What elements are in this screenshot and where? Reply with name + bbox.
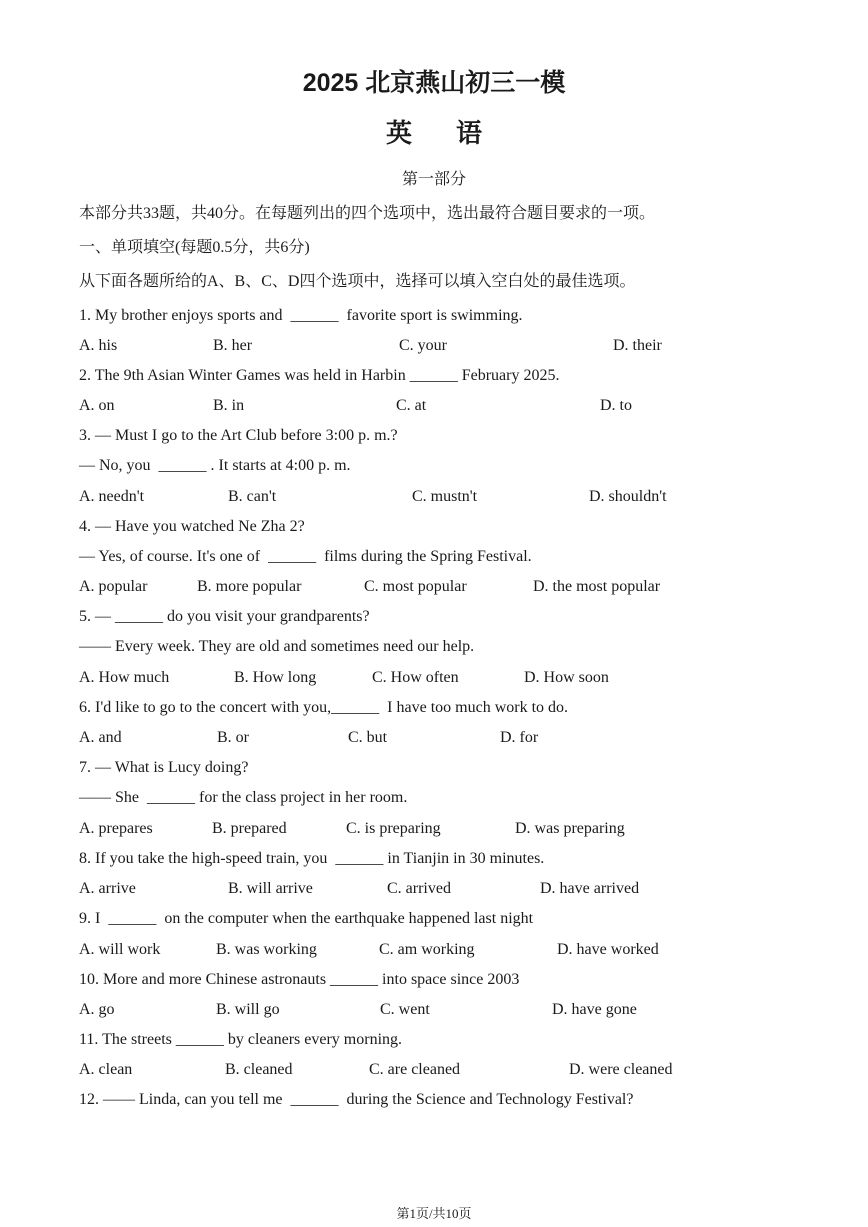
- question-3-stem: 3. — Must I go to the Art Club before 3:00 p. m.?: [79, 427, 398, 444]
- question-11-option-a: A. clean: [79, 1061, 133, 1078]
- question-2-option-a: A. on: [79, 397, 115, 414]
- question-9-option-c: C. am working: [379, 941, 475, 958]
- question-6-option-c: C. but: [348, 729, 388, 746]
- question-12-stem: 12. —— Linda, can you tell me ______ during the Science and Technology Festival?: [79, 1091, 634, 1108]
- question-11-option-b: B. cleaned: [225, 1061, 293, 1078]
- question-9-option-d: D. have worked: [557, 941, 659, 958]
- question-5-option-c: C. How often: [372, 669, 459, 686]
- question-3-reply: — No, you ______ . It starts at 4:00 p. m.: [79, 457, 351, 474]
- question-1-option-d: D. their: [613, 337, 662, 354]
- question-4-option-c: C. most popular: [364, 578, 467, 595]
- question-11-option-d: D. were cleaned: [569, 1061, 673, 1078]
- section-title: 一、单项填空(每题0.5分，共6分): [79, 239, 310, 256]
- question-10-option-c: C. went: [380, 1001, 430, 1018]
- question-3-option-d: D. shouldn't: [589, 488, 667, 505]
- question-9-stem: 9. I ______ on the computer when the earthquake happened last night: [79, 910, 534, 927]
- question-7-option-b: B. prepared: [212, 820, 287, 837]
- question-7-option-d: D. was preparing: [515, 820, 625, 837]
- question-2-option-c: C. at: [396, 397, 427, 414]
- question-1-option-b: B. her: [213, 337, 253, 354]
- part-heading: 第一部分: [401, 171, 466, 188]
- question-8-option-a: A. arrive: [79, 880, 136, 897]
- question-2-stem: 2. The 9th Asian Winter Games was held in Harbin ______ February 2025.: [79, 367, 560, 384]
- question-5-option-b: B. How long: [234, 669, 317, 686]
- exam-title: 2025 北京燕山初三一模: [302, 69, 566, 97]
- question-2-option-b: B. in: [213, 397, 245, 414]
- question-11-stem: 11. The streets ______ by cleaners every morning.: [79, 1031, 403, 1048]
- question-10-option-d: D. have gone: [552, 1001, 637, 1018]
- question-3-option-c: C. mustn't: [412, 488, 478, 505]
- question-6-option-d: D. for: [500, 729, 539, 746]
- question-3-option-b: B. can't: [228, 488, 277, 505]
- question-10-option-b: B. will go: [216, 1001, 280, 1018]
- question-5-reply: —— Every week. They are old and sometimes need our help.: [79, 638, 475, 655]
- question-6-stem: 6. I'd like to go to the concert with you,______ I have too much work to do.: [79, 699, 569, 716]
- question-10-option-a: A. go: [79, 1001, 115, 1018]
- question-8-option-b: B. will arrive: [228, 880, 313, 897]
- question-8-option-c: C. arrived: [387, 880, 451, 897]
- question-5-option-a: A. How much: [79, 669, 170, 686]
- question-8-option-d: D. have arrived: [540, 880, 640, 897]
- question-4-reply: — Yes, of course. It's one of ______ films during the Spring Festival.: [79, 548, 532, 565]
- question-8-stem: 8. If you take the high-speed train, you ______ in Tianjin in 30 minutes.: [79, 850, 545, 867]
- question-4-stem: 4. — Have you watched Ne Zha 2?: [79, 518, 305, 535]
- question-5-option-d: D. How soon: [524, 669, 609, 686]
- question-9-option-b: B. was working: [216, 941, 317, 958]
- question-4-option-b: B. more popular: [197, 578, 302, 595]
- page-number: 第1页/共10页: [396, 1206, 472, 1221]
- question-3-option-a: A. needn't: [79, 488, 145, 505]
- question-9-option-a: A. will work: [79, 941, 161, 958]
- question-6-option-a: A. and: [79, 729, 122, 746]
- question-5-stem: 5. — ______ do you visit your grandparents?: [79, 608, 370, 625]
- question-4-option-d: D. the most popular: [533, 578, 661, 595]
- question-1-option-a: A. his: [79, 337, 118, 354]
- part-instructions: 本部分共33题，共40分。在每题列出的四个选项中，选出最符合题目要求的一项。: [79, 205, 656, 222]
- section-instructions: 从下面各题所给的A、B、C、D四个选项中，选择可以填入空白处的最佳选项。: [79, 273, 636, 290]
- question-7-stem: 7. — What is Lucy doing?: [79, 759, 249, 776]
- question-11-option-c: C. are cleaned: [369, 1061, 461, 1078]
- question-10-stem: 10. More and more Chinese astronauts ______ into space since 2003: [79, 971, 520, 988]
- question-7-option-a: A. prepares: [79, 820, 153, 837]
- question-4-option-a: A. popular: [79, 578, 148, 595]
- question-7-option-c: C. is preparing: [346, 820, 441, 837]
- question-2-option-d: D. to: [600, 397, 632, 414]
- question-1-stem: 1. My brother enjoys sports and ______ favorite sport is swimming.: [79, 307, 523, 324]
- question-7-reply: —— She ______ for the class project in her room.: [79, 789, 408, 806]
- question-1-option-c: C. your: [399, 337, 447, 354]
- subject-heading: 英语: [385, 119, 526, 148]
- question-6-option-b: B. or: [217, 729, 249, 746]
